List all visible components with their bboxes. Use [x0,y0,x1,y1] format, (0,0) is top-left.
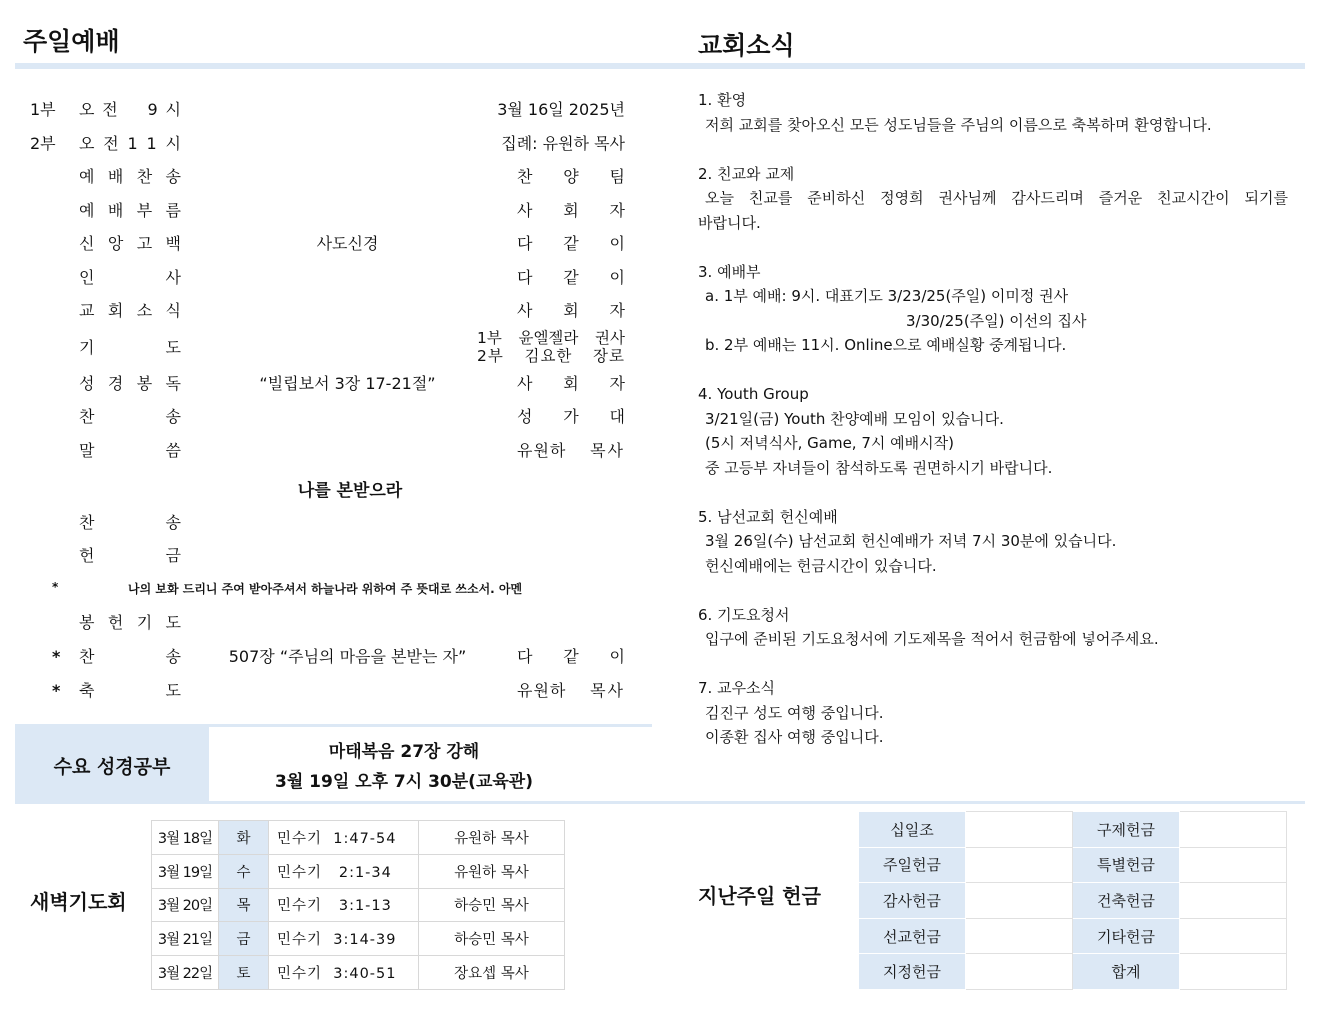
service-time: 오 전 1 1 시 [79,134,181,153]
offering-category: 지정헌금 [859,954,966,990]
worship-title: 주일예배 [23,27,120,56]
news-spacer [698,137,1288,162]
dawn-day: 토 [219,956,269,990]
dawn-leader: 하승민 목사 [419,888,565,922]
worship-row-news: 교 회 소 식 사 회 자 [79,301,625,320]
bottom-divider [15,801,1305,804]
news-line: 1. 환영 [698,91,747,109]
wednesday-schedule: 3월 19일 오후 7시 30분(교육관) [275,772,533,792]
wednesday-topic: 마태복음 27장 강해 [328,742,480,762]
news-line: 입구에 준비된 기도요청서에 기도제목을 적어서 헌금함에 넣어주세요. [705,630,1159,648]
dawn-row [152,922,565,956]
dawn-leader: 유원하 목사 [419,821,565,855]
dawn-passage: 민수기 3:14-39 [269,922,419,956]
header-divider [15,63,1305,69]
worship-row-offertory-prayer: 봉 헌 기 도 [79,613,181,632]
officiant: 집례: 유원하 목사 [501,134,625,153]
offering-category: 선교헌금 [859,918,966,954]
offering-row [859,847,1287,883]
news-line: 헌신예배에는 헌금시간이 있습니다. [705,556,937,575]
news-line: 6. 기도요청서 [698,605,790,624]
wednesday-bible-study [15,727,652,803]
offering-label: 지난주일 헌금 [698,884,821,908]
worship-row: 성 경 봉 독 “빌립보서 3장 17-21절” 사 회 자 [79,374,625,393]
offering-category: 감사헌금 [859,883,966,919]
offering-category: 십일조 [859,812,966,848]
offering-row [859,812,1287,848]
news-line: a. 1부 예배: 9시. 대표기도 3/23/25(주일) 이미정 권사 [705,287,1069,305]
dawn-date: 3월 20일 [152,888,219,922]
news-line: 7. 교우소식 [698,679,776,697]
news-line: 5. 남선교회 헌신예배 [698,507,838,526]
news-line: 오늘 친교를 준비하신 정영희 권사님께 감사드리며 즐거운 친교시간이 되기를 [705,189,1288,207]
worship-row-closing-hymn: * 찬 송 507장 “주님의 마음을 본받는 자” 다 같 이 [52,647,625,666]
service-part: 2부 [30,134,56,153]
offering-amount [966,812,1073,848]
dawn-passage: 민수기 1:47-54 [269,821,419,855]
news-line: 2. 친교와 교제 [698,164,795,183]
dawn-date: 3월 22일 [152,956,219,990]
offering-category: 건축헌금 [1073,883,1180,919]
dawn-day: 화 [219,821,269,855]
news-spacer [698,358,1288,383]
offering-category: 기타헌금 [1073,918,1180,954]
worship-row-first-service [30,98,625,122]
wednesday-label: 수요 성경공부 [15,727,209,803]
worship-row-prayer: 기 도 1부 윤엘젤라 권사 2부 김요한 장로 [79,329,625,365]
news-spacer [698,652,1288,677]
offering-amount [1180,918,1287,954]
news-line: 저희 교회를 찾아오신 모든 성도님들을 주님의 이름으로 축복하며 환영합니다. [705,115,1212,134]
offering-category: 특별헌금 [1073,847,1180,883]
dawn-passage: 민수기 3:40-51 [269,956,419,990]
worship-row-offering: 헌 금 [79,546,181,565]
offering-amount [966,883,1073,919]
offering-amount [966,847,1073,883]
dawn-passage: 민수기 3:1-13 [269,888,419,922]
dawn-leader: 장요셉 목사 [419,956,565,990]
worship-row-second-service [30,132,625,156]
worship-row: 말 씀 유원하 목사 [79,441,625,460]
dawn-date: 3월 21일 [152,922,219,956]
sermon-title: 나를 본받으라 [297,481,403,501]
worship-row-hymn-2: 찬 송 [79,513,181,532]
worship-row: 인 사 다 같 이 [79,268,625,287]
news-spacer [698,480,1288,505]
dawn-prayer-label: 새벽기도회 [30,890,127,914]
news-line: 김진구 성도 여행 중입니다. [705,703,884,722]
offering-amount [1180,847,1287,883]
worship-row-benediction: * 축 도 유원하 목사 [52,681,625,700]
worship-row: 신 앙 고 백 사도신경 다 같 이 [79,234,625,253]
service-date: 3월 16일 2025년 [497,100,625,119]
news-line: 3/30/25(주일) 이선의 집사 [906,311,1087,330]
dawn-day: 수 [219,854,269,888]
dawn-date: 3월 19일 [152,854,219,888]
news-line: (5시 저녁식사, Game, 7시 예배시작) [705,434,954,452]
offering-row [859,883,1287,919]
news-line: b. 2부 예배는 11시. Online으로 예배실황 중계됩니다. [705,336,1067,354]
dawn-day: 목 [219,888,269,922]
dawn-row [152,956,565,990]
news-line: 3/21일(금) Youth 찬양예배 모임이 있습니다. [705,409,1004,428]
news-line: 이종환 집사 여행 중입니다. [705,728,884,746]
dawn-row [152,888,565,922]
offering-amount [1180,954,1287,990]
offering-row [859,918,1287,954]
church-news [698,88,1288,750]
news-line: 3. 예배부 [698,262,761,281]
dawn-leader: 하승민 목사 [419,922,565,956]
offering-amount [1180,883,1287,919]
news-line: 바랍니다. [698,213,761,232]
offering-category: 합계 [1073,954,1180,990]
dawn-row [152,821,565,855]
dawn-passage: 민수기 2:1-34 [269,854,419,888]
service-part: 1부 [30,100,56,119]
dawn-row [152,854,565,888]
worship-row: 예 배 찬 송 찬 양 팀 [79,167,625,186]
dawn-day: 금 [219,922,269,956]
news-line: 중 고등부 자녀들이 참석하도록 권면하시기 바랍니다. [705,458,1053,477]
offering-table [858,811,1287,990]
news-line: 4. Youth Group [698,385,809,403]
news-spacer [698,578,1288,603]
offering-category: 구제헌금 [1073,812,1180,848]
dawn-leader: 유원하 목사 [419,854,565,888]
offering-amount [1180,812,1287,848]
service-time: 오 전 9 시 [79,100,181,119]
news-title: 교회소식 [698,31,795,60]
offering-row [859,954,1287,990]
worship-row: 찬 송 성 가 대 [79,407,625,426]
offering-amount [966,918,1073,954]
offering-category: 주일헌금 [859,847,966,883]
news-spacer [698,235,1288,260]
worship-row: 예 배 부 름 사 회 자 [79,201,625,220]
dawn-prayer-table [151,820,565,990]
offering-amount [966,954,1073,990]
dawn-date: 3월 18일 [152,821,219,855]
news-line: 3월 26일(수) 남선교회 헌신예배가 저녁 7시 30분에 있습니다. [705,532,1117,550]
